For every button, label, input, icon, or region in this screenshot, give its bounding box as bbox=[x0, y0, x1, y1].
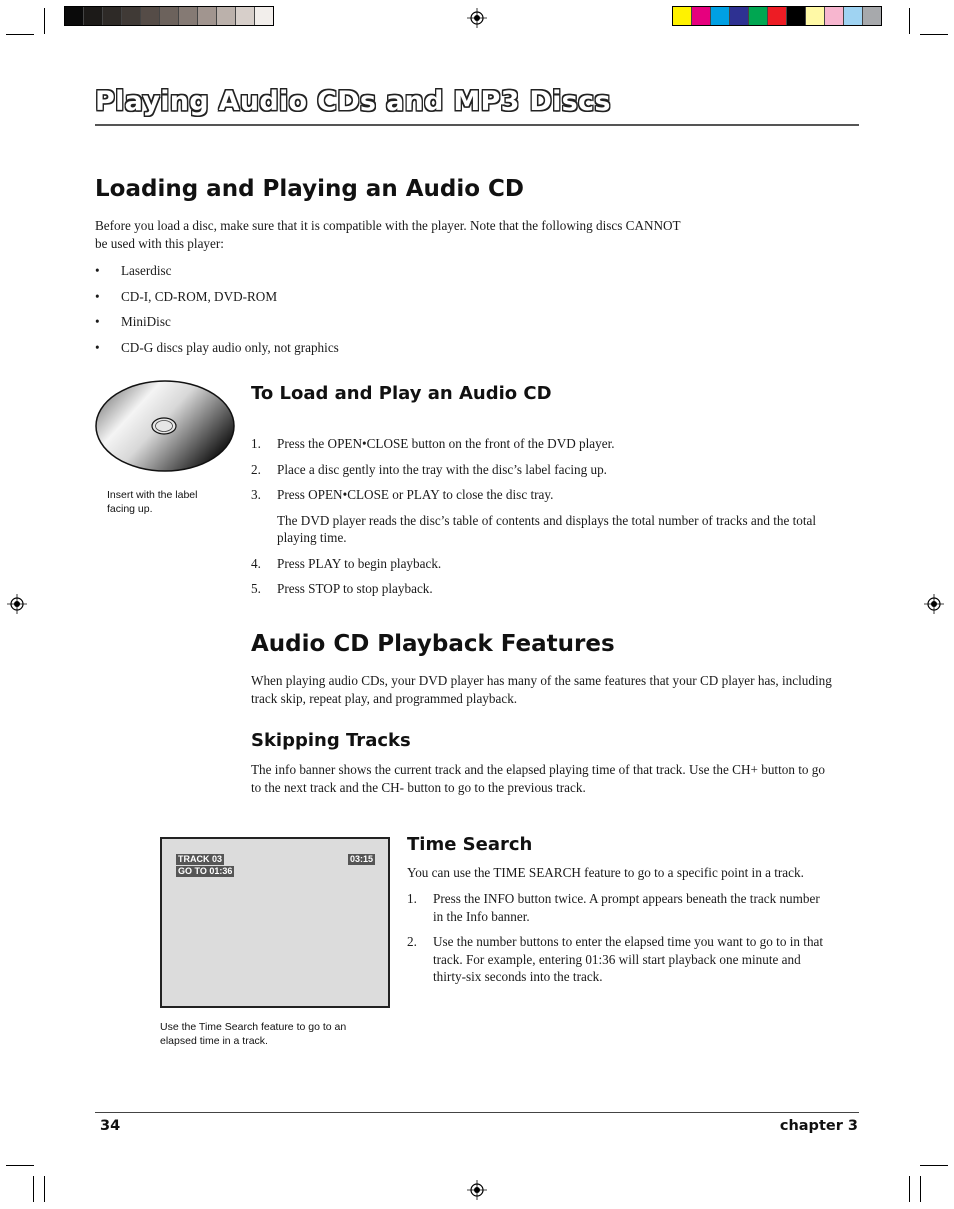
footer-rule bbox=[95, 1112, 859, 1113]
osd-track-label: TRACK 03 bbox=[178, 854, 223, 864]
color-swatch bbox=[255, 7, 273, 25]
time-search-intro: You can use the TIME SEARCH feature to go to a specific point in a track. bbox=[407, 865, 804, 880]
osd-goto-label: GO TO 01:36 bbox=[178, 866, 233, 876]
page-number: 34 bbox=[100, 1118, 121, 1134]
features-intro bbox=[251, 672, 861, 707]
list-item: • MiniDisc bbox=[95, 313, 339, 339]
step-number: 4. bbox=[251, 555, 261, 571]
section-intro bbox=[95, 217, 735, 252]
color-swatch bbox=[806, 7, 825, 25]
compact-disc-illustration bbox=[94, 378, 236, 474]
registration-mark-bottom bbox=[467, 1180, 487, 1200]
section-title-features: Audio CD Playback Features bbox=[251, 631, 615, 657]
list-item bbox=[251, 486, 851, 504]
step-line: in the Info banner. bbox=[433, 908, 530, 924]
step-number: 2. bbox=[407, 934, 417, 949]
chapter-label: chapter 3 bbox=[779, 1118, 858, 1134]
step-number: 5. bbox=[251, 581, 261, 596]
color-swatch bbox=[863, 7, 881, 25]
step-line: thirty-six seconds into the track. bbox=[433, 969, 603, 984]
subsection-title-load-play: To Load and Play an Audio CD bbox=[251, 383, 552, 404]
registration-mark-left bbox=[7, 594, 27, 614]
list-item bbox=[251, 555, 851, 573]
step-text: Press PLAY to begin playback. bbox=[277, 555, 442, 571]
step-number: 1. bbox=[251, 436, 261, 451]
color-swatch bbox=[787, 7, 806, 25]
caption-line: elapsed time in a track. bbox=[160, 1035, 268, 1047]
color-swatch bbox=[673, 7, 692, 25]
list-item bbox=[407, 933, 857, 986]
note-line: The DVD player reads the disc’s table of contents and displays the total number of tracks and the total bbox=[277, 512, 817, 528]
registration-mark-right bbox=[924, 594, 944, 614]
color-swatch bbox=[692, 7, 711, 25]
step-line: Press the INFO button twice. A prompt appears beneath the track number bbox=[433, 891, 820, 906]
step-text: Press STOP to stop playback. bbox=[277, 581, 433, 596]
color-swatch bbox=[768, 7, 787, 25]
body-line: The info banner shows the current track and the elapsed playing time of that track. Use the CH+ button to go bbox=[251, 762, 825, 777]
list-item bbox=[251, 435, 851, 453]
intro-line: When playing audio CDs, your DVD player has many of the same features that your CD player has, including bbox=[251, 673, 832, 688]
list-item bbox=[251, 461, 851, 479]
color-swatch bbox=[141, 7, 160, 25]
title-rule bbox=[95, 124, 859, 126]
color-swatch bbox=[711, 7, 730, 25]
screen-caption bbox=[160, 1020, 346, 1048]
color-swatch bbox=[160, 7, 179, 25]
skipping-text bbox=[251, 761, 861, 796]
color-swatch bbox=[236, 7, 255, 25]
tv-screen-illustration bbox=[160, 837, 390, 1008]
disc-caption bbox=[107, 488, 197, 516]
step-text: Press the OPEN•CLOSE button on the front of the DVD player. bbox=[277, 436, 615, 451]
color-swatch bbox=[217, 7, 236, 25]
color-swatch bbox=[65, 7, 84, 25]
step-number: 2. bbox=[251, 461, 261, 477]
process-color-bar bbox=[672, 6, 882, 26]
caption-line: facing up. bbox=[107, 503, 153, 515]
list-item bbox=[251, 580, 851, 598]
step-line: Use the number buttons to enter the elapsed time you want to go to in that bbox=[433, 934, 824, 949]
caption-line: Use the Time Search feature to go to an bbox=[160, 1021, 347, 1033]
registration-mark-top bbox=[467, 8, 487, 28]
grayscale-color-bar bbox=[64, 6, 274, 26]
subsection-title-time-search: Time Search bbox=[407, 834, 533, 855]
color-swatch bbox=[825, 7, 844, 25]
step-number: 1. bbox=[407, 891, 417, 906]
color-swatch bbox=[103, 7, 122, 25]
time-search-steps bbox=[407, 890, 857, 986]
step-number: 3. bbox=[251, 487, 261, 502]
step-text: Press OPEN•CLOSE or PLAY to close the disc tray. bbox=[277, 487, 554, 502]
step-text: Place a disc gently into the tray with the disc’s label facing up. bbox=[277, 461, 607, 477]
intro-line: track skip, repeat play, and programmed playback. bbox=[251, 690, 518, 706]
list-item: • Laserdisc bbox=[95, 262, 339, 288]
color-swatch bbox=[179, 7, 198, 25]
intro-line: be used with this player: bbox=[95, 235, 224, 251]
incompatible-disc-list bbox=[95, 262, 339, 364]
color-swatch bbox=[198, 7, 217, 25]
color-swatch bbox=[122, 7, 141, 25]
section-title-loading: Loading and Playing an Audio CD bbox=[95, 176, 525, 202]
color-swatch bbox=[844, 7, 863, 25]
step-line: track. For example, entering 01:36 will start playback one minute and bbox=[433, 951, 801, 967]
list-item bbox=[407, 890, 857, 925]
caption-line: Insert with the label bbox=[107, 489, 198, 501]
body-line: to the next track and the CH- button to go to the previous track. bbox=[251, 779, 586, 795]
intro-line: Before you load a disc, make sure that it is compatible with the player. Note that the following discs CANNOT bbox=[95, 218, 681, 233]
subsection-title-skipping: Skipping Tracks bbox=[251, 730, 411, 751]
color-swatch bbox=[84, 7, 103, 25]
list-item: • CD-I, CD-ROM, DVD-ROM bbox=[95, 288, 339, 314]
step-note bbox=[251, 512, 851, 547]
list-item: • CD-G discs play audio only, not graphics bbox=[95, 339, 339, 365]
chapter-title: Playing Audio CDs and MP3 Discs bbox=[95, 86, 611, 117]
color-swatch bbox=[730, 7, 749, 25]
osd-elapsed-time: 03:15 bbox=[350, 854, 374, 864]
load-play-steps bbox=[251, 435, 851, 598]
color-swatch bbox=[749, 7, 768, 25]
note-line: playing time. bbox=[277, 530, 347, 545]
